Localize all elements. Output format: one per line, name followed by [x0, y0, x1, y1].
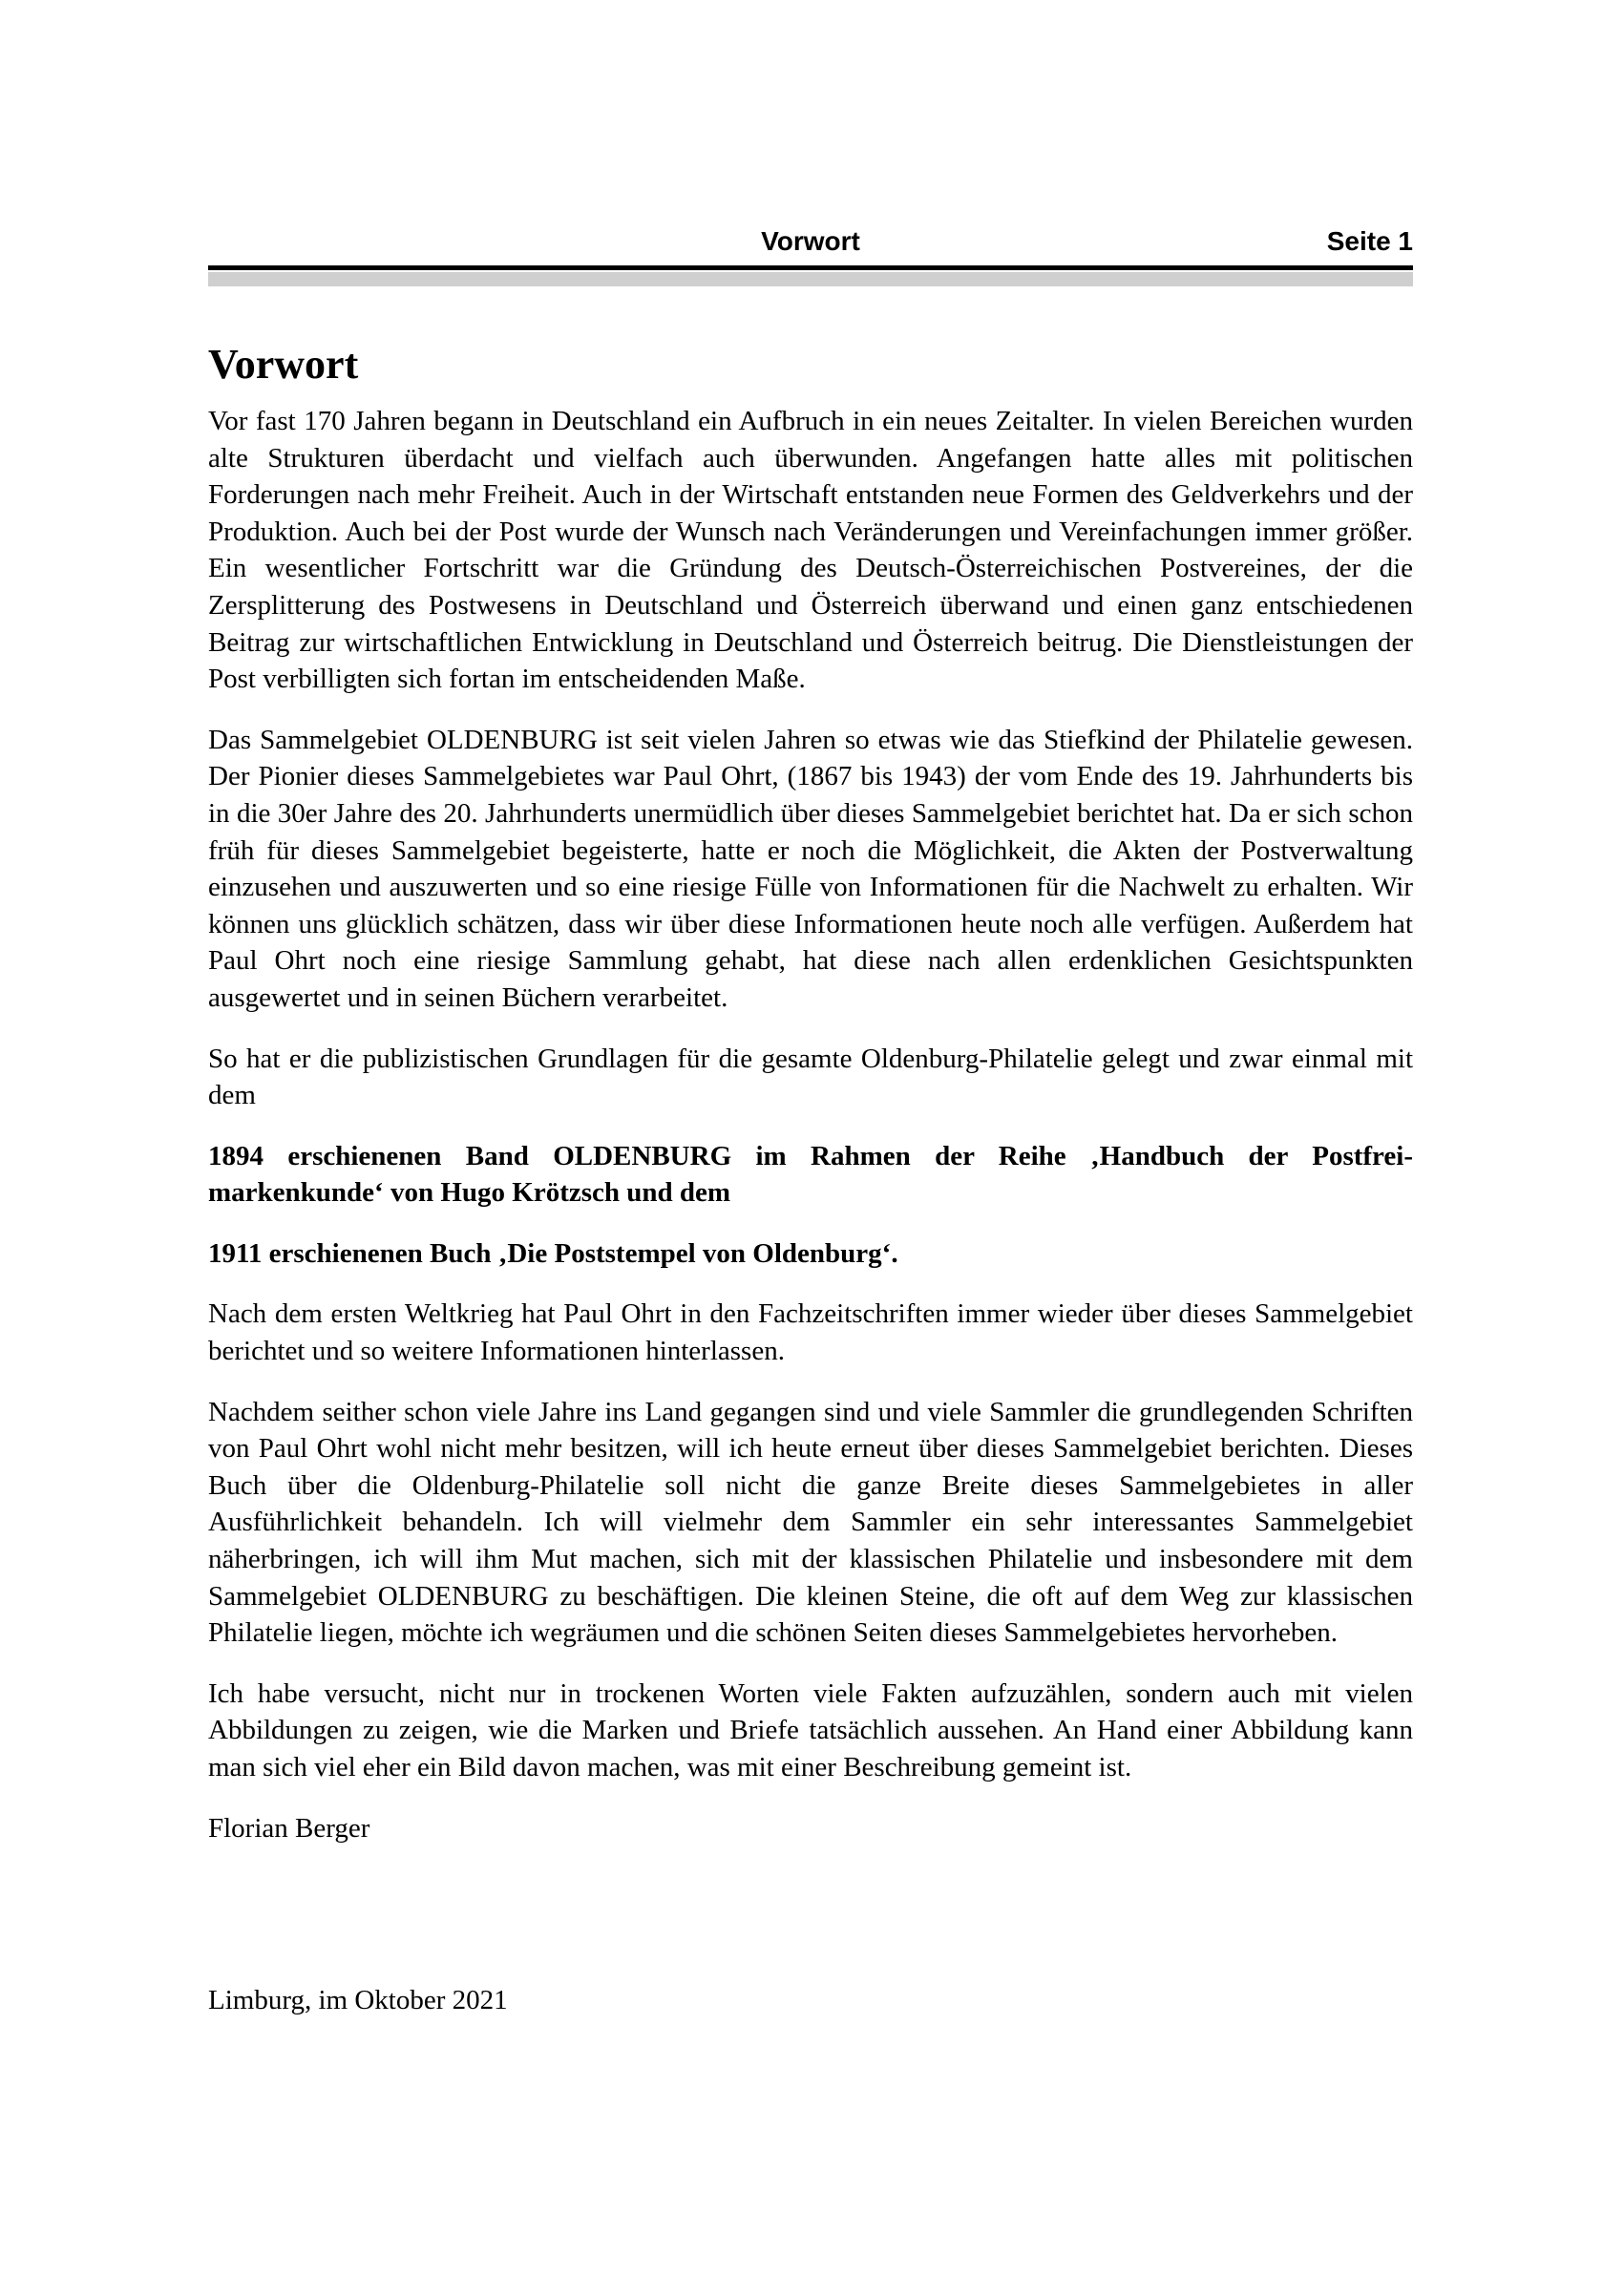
- document-body: [208, 403, 1413, 1786]
- signature: Florian Berger: [208, 1812, 370, 1844]
- paragraph-intro: Vor fast 170 Jahren begann in Deutschland ein Aufbruch in ein neues Zeitalter. In vielen Bereichen wurden alte Strukturen überdacht und vielfach auch überwunden. Angefangen hatte alles mit politischen Forderungen nach mehr Freiheit. Auch in der Wirtschaft entstanden neue Formen des Geldverkehrs und der Produktion. Auch bei der Post wurde der Wunsch nach Veränderungen und Vereinfachungen immer größer. Ein wesentlicher Fortschritt war die Gründung des Deutsch-Österreichischen Postvereines, der die Zersplitterung des Postwesens in Deutschland und Österreich überwand und einen ganz entschiedenen Beitrag zur wirtschaftlichen Entwicklung in Deutschland und Österreich beitrug. Die Dienstleistungen der Post verbilligten sich fortan im entscheidenden Maße.: [208, 406, 1413, 695]
- dateline: Limburg, im Oktober 2021: [208, 1985, 508, 2016]
- document-title: Vorwort: [208, 341, 359, 388]
- paragraph-grundlagen: So hat er die publizistischen Grundlagen für die gesamte Oldenburg-Philatelie gelegt und zwar einmal mit dem: [208, 1043, 1413, 1111]
- header-section-title: Vorwort: [761, 226, 860, 256]
- page-header: [208, 0, 1413, 258]
- paragraph-abbildungen: Ich habe versucht, nicht nur in trockenen Worten viele Fakten aufzuzählen, sondern auch mit vielen Abbildungen zu zeigen, wie die Marken und Briefe tatsächlich aussehen. An Hand einer Abbildung kann man sich viel eher ein Bild davon machen, was mit einer Beschreibung gemeint ist.: [208, 1677, 1413, 1782]
- paragraph-sammelgebiet: Das Sammelgebiet OLDENBURG ist seit vielen Jahren so etwas wie das Stiefkind der Philatelie gewesen. Der Pionier dieses Sammelgebietes war Paul Ohrt, (1867 bis 1943) der vom Ende des 19. Jahrhunderts bis in die 30er Jahre des 20. Jahrhunderts unermüdlich über dieses Sammelgebiet berichtet hat. Da er sich schon früh für dieses Sammelgebiet begeisterte, hatte er noch die Möglichkeit, die Akten der Postverwaltung einzusehen und auszuwerten und so eine riesige Fülle von Informationen für die Nachwelt zu erhalten. Wir können uns glücklich schätzen, dass wir über diese Informationen heute noch alle verfügen. Außerdem hat Paul Ohrt noch eine riesige Sammlung gehabt, hat diese nach allen erdenklichen Gesichtspunkten ausgewertet und in seinen Büchern verarbeitet.: [208, 724, 1413, 1013]
- paragraph-1894-band: 1894 erschienenen Band OLDENBURG im Rahmen der Reihe ‚Handbuch der Postfrei-markenkunde‘ von Hugo Krötzsch und dem: [208, 1140, 1413, 1209]
- header-page-number: Seite 1: [1326, 226, 1413, 256]
- paragraph-weltkrieg: Nach dem ersten Weltkrieg hat Paul Ohrt in den Fachzeitschriften immer wieder über dieses Sammelgebiet berichtet und so weitere Informationen hinterlassen.: [208, 1298, 1413, 1367]
- paragraph-1911-buch: 1911 erschienenen Buch ‚Die Poststempel von Oldenburg‘.: [208, 1237, 898, 1269]
- paragraph-motivation: Nachdem seither schon viele Jahre ins Land gegangen sind und viele Sammler die grundlegenden Schriften von Paul Ohrt wohl nicht mehr besitzen, will ich heute erneut über dieses Sammelgebiet berichten. Dieses Buch über die Oldenburg-Philatelie soll nicht die ganze Breite dieses Sammelgebietes in aller Ausführlichkeit behandeln. Ich will vielmehr dem Sammler ein sehr interessantes Sammelgebiet näherbringen, ich will ihm Mut machen, sich mit der klassischen Philatelie und insbesondere mit dem Sammelgebiet OLDENBURG zu beschäftigen. Die kleinen Steine, die oft auf dem Weg zur klassischen Philatelie liegen, möchte ich wegräumen und die schönen Seiten dieses Sammelgebietes hervorheben.: [208, 1396, 1413, 1649]
- header-gray-band: [208, 272, 1413, 286]
- header-rule: [208, 265, 1413, 270]
